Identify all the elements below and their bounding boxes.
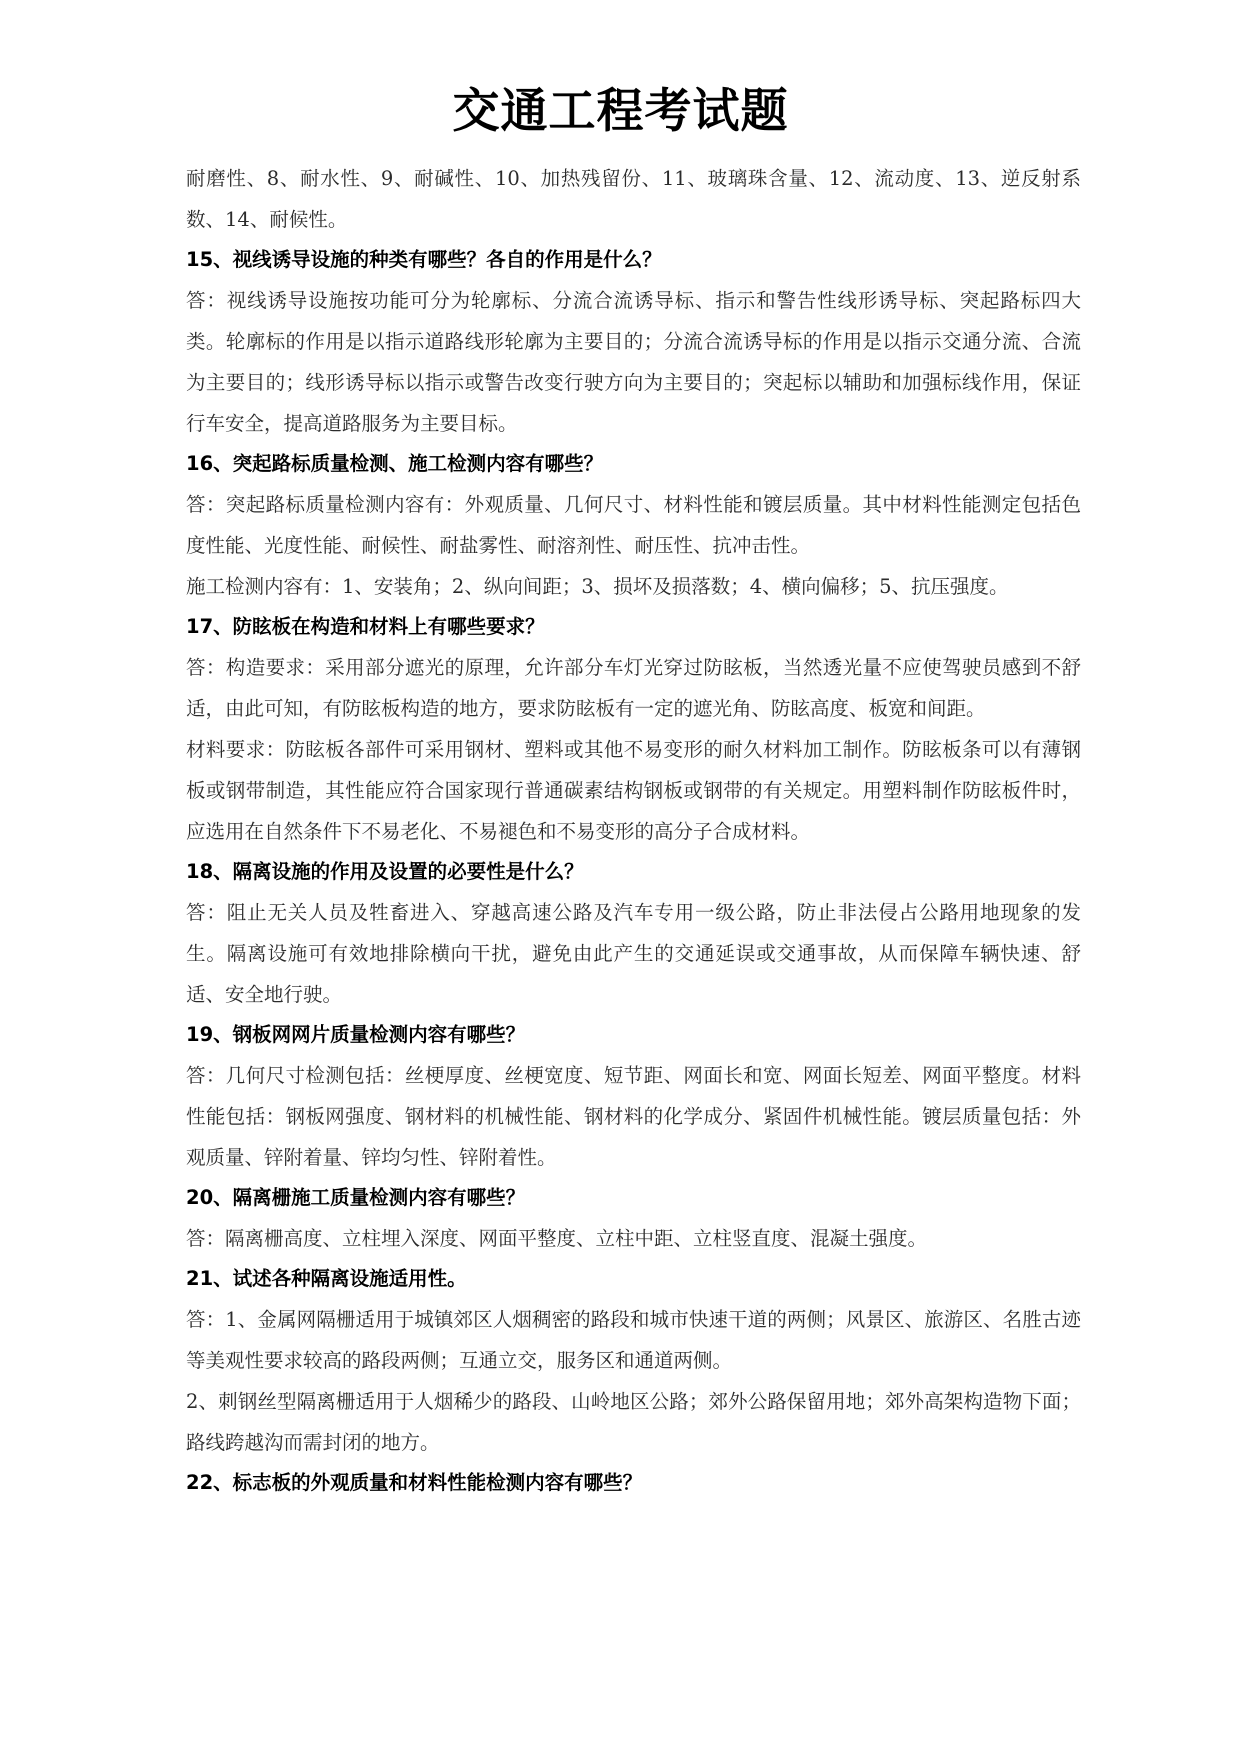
answer-paragraph: 答：1、金属网隔栅适用于城镇郊区人烟稠密的路段和城市快速干道的两侧；风景区、旅游区、名胜古迹等美观性要求较高的路段两侧；互通立交，服务区和通道两侧。 xyxy=(186,1308,1081,1372)
question-heading: 17、防眩板在构造和材料上有哪些要求？ xyxy=(186,615,545,638)
question-heading: 20、隔离栅施工质量检测内容有哪些？ xyxy=(186,1186,526,1209)
answer-paragraph: 答：几何尺寸检测包括：丝梗厚度、丝梗宽度、短节距、网面长和宽、网面长短差、网面平整度。材料性能包括：钢板网强度、钢材料的机械性能、钢材料的化学成分、紧固件机械性能。镀层质量包括：外观质量、锌附着量、锌均匀性、锌附着性。 xyxy=(186,1064,1081,1169)
question-heading: 15、视线诱导设施的种类有哪些？各自的作用是什么？ xyxy=(186,248,662,271)
answer-paragraph: 答：阻止无关人员及牲畜进入、穿越高速公路及汽车专用一级公路，防止非法侵占公路用地现象的发生。隔离设施可有效地排除横向干扰，避免由此产生的交通延误或交通事故，从而保障车辆快速、舒适、安全地行驶。 xyxy=(186,901,1081,1006)
answer-paragraph: 答：隔离栅高度、立柱埋入深度、网面平整度、立柱中距、立柱竖直度、混凝土强度。 xyxy=(186,1227,928,1250)
answer-paragraph: 施工检测内容有：1、安装角；2、纵向间距；3、损坏及损落数；4、横向偏移；5、抗压强度。 xyxy=(186,575,1009,598)
document-title: 交通工程考试题 xyxy=(452,84,789,139)
answer-paragraph: 材料要求：防眩板各部件可采用钢材、塑料或其他不易变形的耐久材料加工制作。防眩板条可以有薄钢板或钢带制造，其性能应符合国家现行普通碳素结构钢板或钢带的有关规定。用塑料制作防眩板件时，应选用在自然条件下不易老化、不易褪色和不易变形的高分子合成材料。 xyxy=(186,738,1081,843)
answer-paragraph: 2、刺钢丝型隔离栅适用于人烟稀少的路段、山岭地区公路；郊外公路保留用地；郊外高架构造物下面；路线跨越沟而需封闭的地方。 xyxy=(186,1390,1081,1454)
question-heading: 18、隔离设施的作用及设置的必要性是什么？ xyxy=(186,860,584,883)
answer-paragraph: 答：突起路标质量检测内容有：外观质量、几何尺寸、材料性能和镀层质量。其中材料性能测定包括色度性能、光度性能、耐候性、耐盐雾性、耐溶剂性、耐压性、抗冲击性。 xyxy=(186,493,1081,557)
document-body xyxy=(186,158,1081,1503)
question-heading: 21、试述各种隔离设施适用性。 xyxy=(186,1267,467,1290)
answer-paragraph: 答：构造要求：采用部分遮光的原理，允许部分车灯光穿过防眩板，当然透光量不应使驾驶员感到不舒适，由此可知，有防眩板构造的地方，要求防眩板有一定的遮光角、防眩高度、板宽和间距。 xyxy=(186,656,1081,720)
question-heading: 19、钢板网网片质量检测内容有哪些？ xyxy=(186,1023,526,1046)
answer-paragraph: 答：视线诱导设施按功能可分为轮廓标、分流合流诱导标、指示和警告性线形诱导标、突起路标四大类。轮廓标的作用是以指示道路线形轮廓为主要目的；分流合流诱导标的作用是以指示交通分流、合流为主要目的；线形诱导标以指示或警告改变行驶方向为主要目的；突起标以辅助和加强标线作用，保证行车安全，提高道路服务为主要目标。 xyxy=(186,289,1081,435)
text-paragraph: 耐磨性、8、耐水性、9、耐碱性、10、加热残留份、11、玻璃珠含量、12、流动度、13、逆反射系数、14、耐候性。 xyxy=(186,167,1081,231)
question-heading: 16、突起路标质量检测、施工检测内容有哪些？ xyxy=(186,452,604,475)
question-heading: 22、标志板的外观质量和材料性能检测内容有哪些？ xyxy=(186,1471,643,1494)
